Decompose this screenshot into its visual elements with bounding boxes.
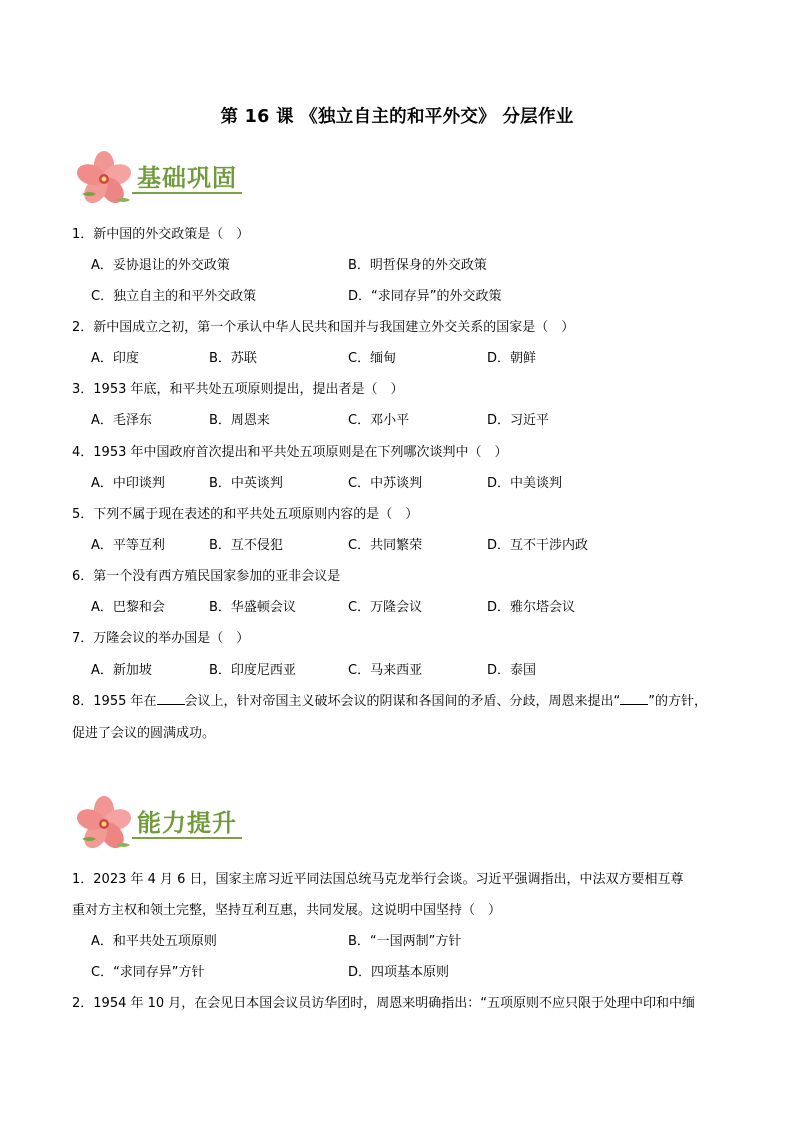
option-a: A．印度 (91, 351, 139, 366)
fill-blank-1[interactable] (157, 692, 185, 705)
question-3-stem: 3．1953 年底，和平共处五项原则提出，提出者是（ ） (72, 382, 404, 397)
option-a: A．巴黎和会 (91, 600, 165, 615)
option-c: C．邓小平 (348, 413, 410, 428)
question-7-stem: 7．万隆会议的举办国是（ ） (72, 631, 250, 646)
option-b: B．华盛顿会议 (209, 600, 296, 615)
page-title: 第 16 课 《独立自主的和平外交》 分层作业 (220, 107, 574, 127)
question-6-options (91, 598, 731, 618)
option-c: C．缅甸 (348, 351, 397, 366)
option-a: A．新加坡 (91, 663, 152, 678)
question-5-stem: 5．下列不属于现在表述的和平共处五项原则内容的是（ ） (72, 507, 419, 522)
question-3-options (91, 411, 731, 431)
question-6-stem: 6．第一个没有西方殖民国家参加的亚非会议是 (72, 569, 341, 584)
option-d: D．朝鲜 (487, 351, 537, 366)
option-d: D．泰国 (487, 663, 537, 678)
question-s2-1-options (91, 932, 731, 952)
option-a: A．中印谈判 (91, 476, 165, 491)
question-2-options (91, 349, 731, 369)
question-4-stem: 4．1953 年中国政府首次提出和平共处五项原则是在下列哪次谈判中（ ） (72, 445, 508, 460)
question-s2-2-line1: 2．1954 年 10 月，在会见日本国会议员访华团时，周恩来明确指出：“五项原则不应只限于处理中印和中缅 (72, 996, 696, 1011)
question-7-options (91, 661, 731, 681)
option-c: C．万隆会议 (348, 600, 423, 615)
option-a: A．毛泽东 (91, 413, 152, 428)
option-d: D．习近平 (487, 413, 550, 428)
fill-blank-2[interactable] (620, 692, 648, 705)
option-b: B．印度尼西亚 (209, 663, 296, 678)
section-underline (132, 837, 242, 839)
option-d: D．“求同存异”的外交政策 (348, 289, 502, 304)
question-2-stem: 2．新中国成立之初，第一个承认中华人民共和国并与我国建立外交关系的国家是（ ） (72, 320, 575, 335)
option-b: B．互不侵犯 (209, 538, 283, 553)
option-c: C．共同繁荣 (348, 538, 423, 553)
section-underline (132, 192, 242, 194)
question-s2-1-line2: 重对方主权和领土完整，坚持互利互惠，共同发展。这说明中国坚持（ ） (72, 903, 502, 918)
section-title-advanced: 能力提升 (137, 809, 237, 837)
option-c: C．“求同存异”方针 (91, 965, 205, 980)
option-d: D．四项基本原则 (348, 965, 450, 980)
option-b: B．“一国两制”方针 (348, 934, 462, 949)
option-c: C．马来西亚 (348, 663, 423, 678)
question-8-line2: 促进了会议的圆满成功。 (72, 726, 216, 741)
option-c: C．独立自主的和平外交政策 (91, 289, 257, 304)
question-s2-1-line1: 1．2023 年 4 月 6 日，国家主席习近平同法国总统马克龙举行会谈。习近平强调指出，中法双方要相互尊 (72, 872, 684, 887)
flower-icon (76, 795, 136, 851)
section-header-basic (76, 150, 376, 210)
section-header-advanced (76, 795, 376, 855)
question-s2-1-options-2 (91, 963, 731, 983)
option-b: B．中英谈判 (209, 476, 283, 491)
question-8-part1: 8．1955 年在 (72, 694, 157, 709)
flower-icon (76, 150, 136, 206)
section-title-basic: 基础巩固 (137, 164, 237, 192)
question-1-options (91, 256, 731, 276)
option-c: C．中苏谈判 (348, 476, 423, 491)
option-b: B．明哲保身的外交政策 (348, 258, 487, 273)
question-5-options (91, 536, 731, 556)
option-a: A．和平共处五项原则 (91, 934, 217, 949)
question-8-part2: 会议上，针对帝国主义破坏会议的阴谋和各国间的矛盾、分歧，周恩来提出“ (184, 694, 621, 709)
question-8 (72, 692, 726, 712)
option-b: B．苏联 (209, 351, 257, 366)
option-d: D．雅尔塔会议 (487, 600, 576, 615)
question-4-options (91, 474, 731, 494)
option-b: B．周恩来 (209, 413, 270, 428)
option-d: D．中美谈判 (487, 476, 563, 491)
option-a: A．妥协退让的外交政策 (91, 258, 230, 273)
option-a: A．平等互利 (91, 538, 165, 553)
question-1-stem: 1．新中国的外交政策是（ ） (72, 227, 250, 242)
question-8-part3: ”的方针， (648, 694, 707, 709)
question-1-options-2 (91, 287, 731, 307)
option-d: D．互不干涉内政 (487, 538, 589, 553)
